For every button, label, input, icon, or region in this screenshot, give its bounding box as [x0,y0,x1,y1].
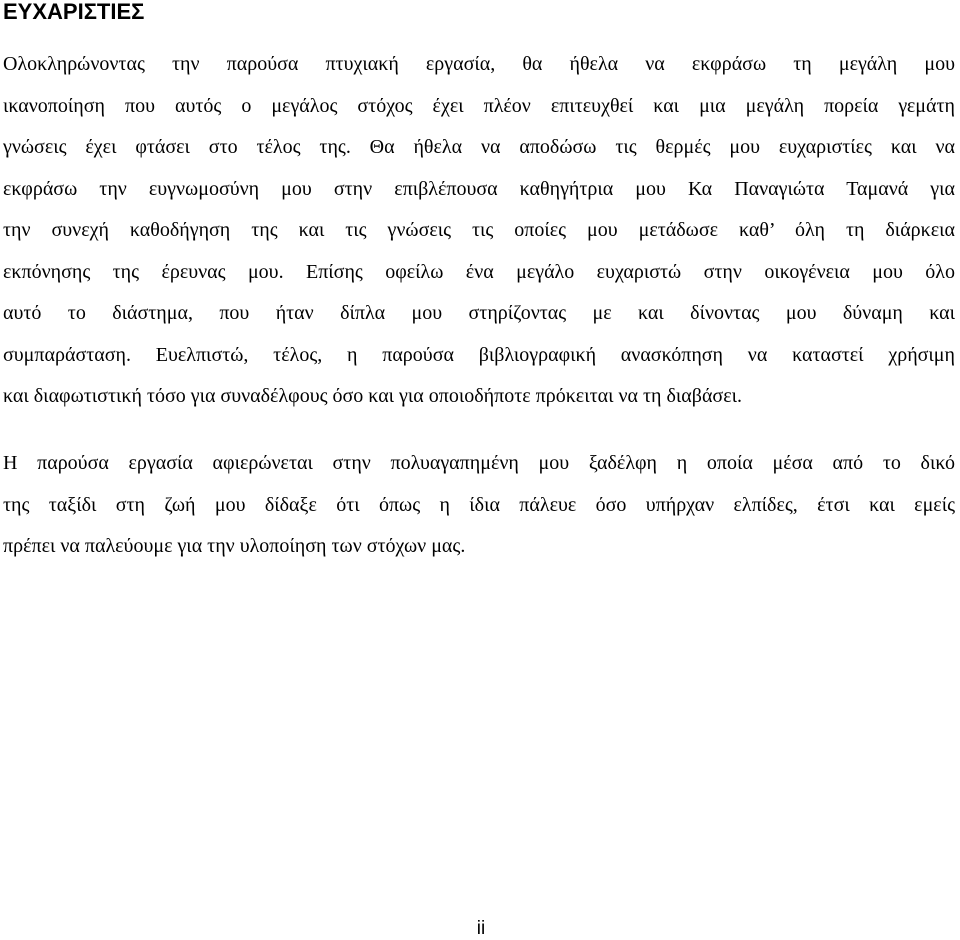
paragraph-line: της ταξίδι στη ζωή μου δίδαξε ότι όπως η ίδια πάλευε όσο υπήρχαν ελπίδες, έτσι και εμείς [3,493,955,516]
paragraph-line: εκπόνησης της έρευνας μου. Επίσης οφείλω ένα μεγάλο ευχαριστώ στην οικογένεια μου όλο [3,260,955,283]
paragraph-dedication [3,443,955,568]
paragraph-acknowledgements [3,44,955,418]
paragraph-line: συμπαράσταση. Ευελπιστώ, τέλος, η παρούσα βιβλιογραφική ανασκόπηση να καταστεί χρήσιμη [3,343,955,366]
paragraph-line: γνώσεις έχει φτάσει στο τέλος της. Θα ήθελα να αποδώσω τις θερμές μου ευχαριστίες και να [3,136,955,158]
paragraph-line: Η παρούσα εργασία αφιερώνεται στην πολυαγαπημένη μου ξαδέλφη η οποία μέσα από το δικό [3,452,955,474]
paragraph-line: πρέπει να παλεύουμε για την υλοποίηση των στόχων μας. [3,535,466,557]
paragraph-line: αυτό το διάστημα, που ήταν δίπλα μου στηρίζοντας με και δίνοντας μου δύναμη και [3,302,955,324]
page-number [0,918,960,940]
paragraph-line: εκφράσω την ευγνωμοσύνη μου στην επιβλέπουσα καθηγήτρια μου Κα Παναγιώτα Ταμανά για [3,177,955,200]
paragraph-line: και διαφωτιστική τόσο για συναδέλφους όσο και για οποιοδήποτε πρόκειται να τη διαβάσει. [3,385,742,407]
paragraph-line: την συνεχή καθοδήγηση της και τις γνώσεις τις οποίες μου μετάδωσε καθ’ όλη τη διάρκεια [3,219,955,241]
page-heading: ΕΥΧΑΡΙΣΤΙΕΣ [3,0,145,24]
page-number-label: ii [476,918,486,939]
paragraph-line: ικανοποίηση που αυτός ο μεγάλος στόχος έχει πλέον επιτευχθεί και μια μεγάλη πορεία γεμάτη [3,94,955,117]
paragraph-line: Ολοκληρώνοντας την παρούσα πτυχιακή εργασία, θα ήθελα να εκφράσω τη μεγάλη μου [3,53,955,75]
